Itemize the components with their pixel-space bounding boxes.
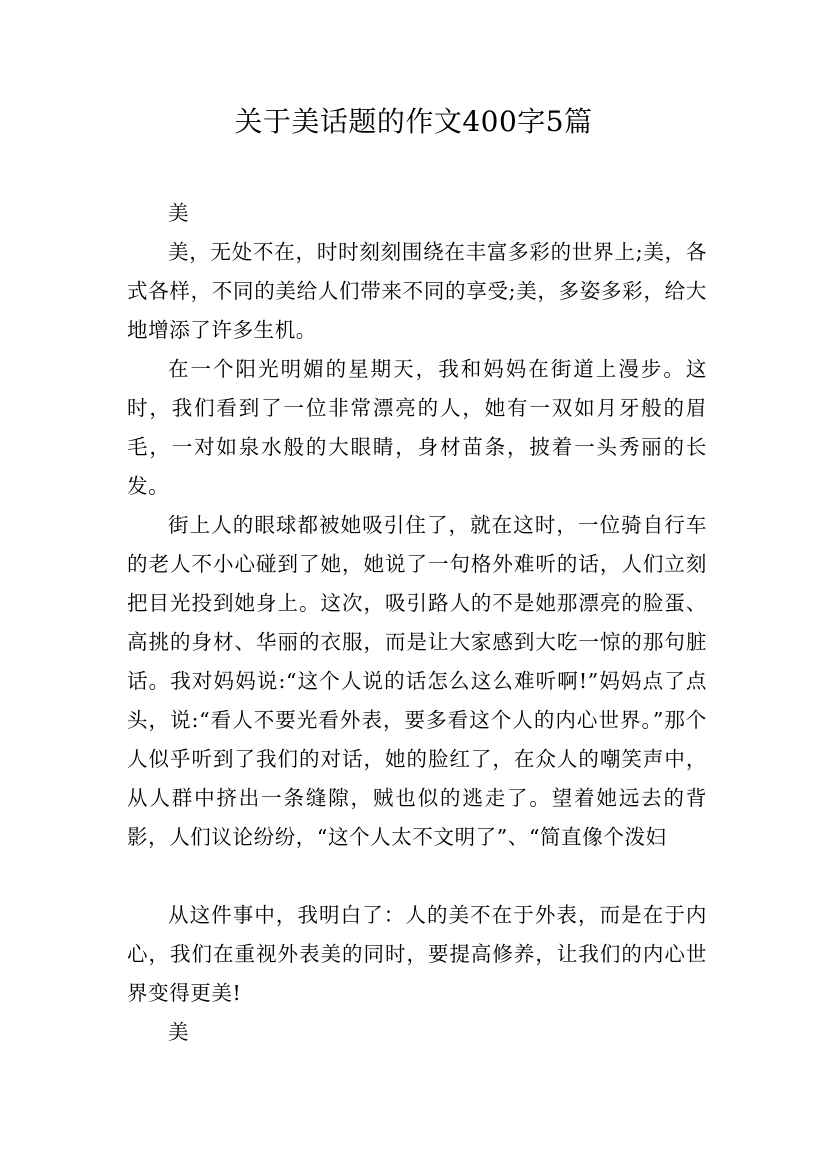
document-title: 关于美话题的作文400字5篇	[234, 105, 593, 138]
section-heading: 美	[168, 1020, 189, 1044]
paragraph-street-incident: 街上人的眼球都被她吸引住了，就在这时，一位骑自行车的老人不小心碰到了她，她说了一句格外难听的话，人们立刻把目光投到她身上。这次，吸引路人的不是她那漂亮的脸蛋、高挑的身材、华丽的衣服，而是让大家感到大吃一惊的那句脏话。我对妈妈说:“这个人说的话怎么这么难听啊!”妈妈点了点头，说:“看人不要光看外表，要多看这个人的内心世界。”那个人似乎听到了我们的对话，她的脸红了，在众人的嘲笑声中，从人群中挤出一条缝隙，贼也似的逃走了。望着她远去的背影，人们议论纷纷，“这个人太不文明了”、“简直像个泼妇	[127, 513, 707, 849]
paragraph-intro: 美，无处不在，时时刻刻围绕在丰富多彩的世界上;美，各式各样，不同的美给人们带来不同的享受;美，多姿多彩，给大地增添了许多生机。	[127, 240, 707, 342]
section-heading: 美	[168, 201, 189, 225]
paragraph-sunday-walk: 在一个阳光明媚的星期天，我和妈妈在街道上漫步。这时，我们看到了一位非常漂亮的人，她有一双如月牙般的眉毛，一对如泉水般的大眼睛，身材苗条，披着一头秀丽的长发。	[127, 357, 707, 498]
paragraph-conclusion: 从这件事中，我明白了：人的美不在于外表，而是在于内心，我们在重视外表美的同时，要提高修养，让我们的内心世界变得更美!	[127, 903, 707, 1005]
